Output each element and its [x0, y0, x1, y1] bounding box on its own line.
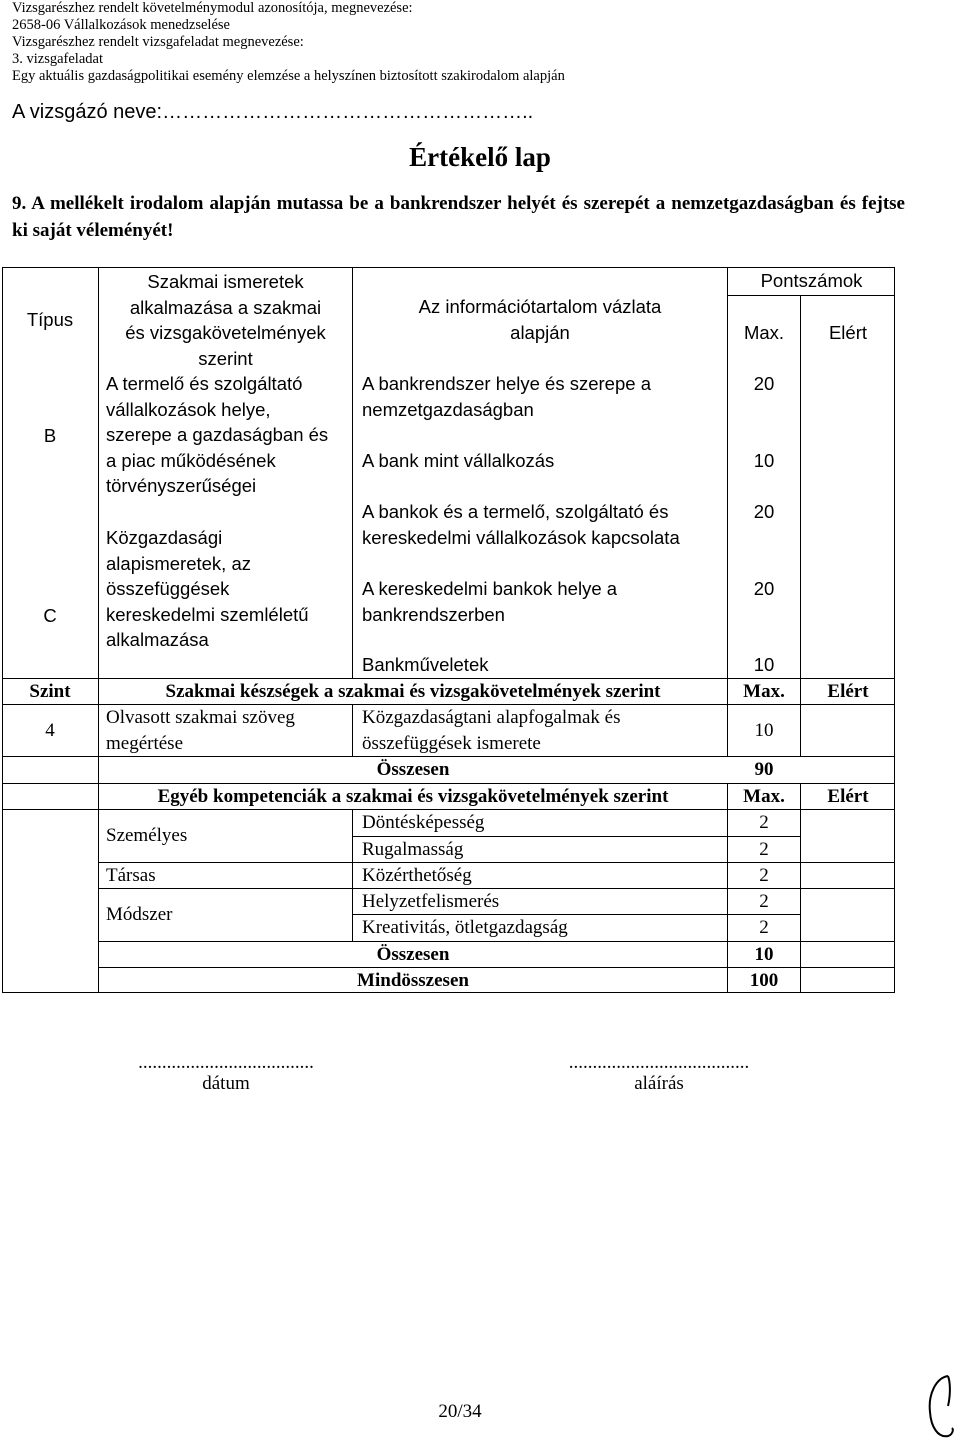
competency-label: Kreativitás, ötletgazdagság [362, 917, 568, 938]
other-reached-header: Elért [827, 786, 869, 807]
item-max-4: 20 [753, 578, 775, 599]
header-module-name: 2658-06 Vállalkozások menedzselése [12, 17, 230, 33]
skills-reached-header: Elért [827, 681, 869, 702]
other-competencies-header: Egyéb kompetenciák a szakmai és vizsgakövetelmények szerint [157, 786, 669, 807]
item-text-5: Bankműveletek [362, 654, 489, 675]
grand-total-value: 100 [749, 970, 779, 991]
column-header-type: Típus [26, 309, 74, 330]
group-personal: Személyes [106, 825, 188, 846]
header-task-number: 3. vizsgafeladat [12, 51, 103, 67]
skills-level-value: 4 [45, 720, 55, 741]
competency-max: 2 [759, 865, 769, 886]
group-social: Társas [106, 865, 156, 886]
competency-label: Rugalmasság [362, 839, 464, 860]
skills-points: 10 [754, 720, 774, 741]
item-text-1: A bankrendszer helye és szerepe a nemzetgazdaságban [362, 373, 651, 420]
item-max-5: 10 [753, 654, 775, 675]
subtotal-2-value: 10 [754, 944, 774, 965]
document-header [12, 0, 565, 85]
subtotal-1-label: Összesen [376, 759, 450, 780]
subtotal-1-value: 90 [754, 759, 774, 780]
handwritten-initial [918, 1372, 958, 1444]
page-title: Értékelő lap [409, 142, 551, 172]
date-label: dátum [202, 1073, 250, 1094]
item-max-3: 20 [753, 501, 775, 522]
subtotal-2-label: Összesen [376, 944, 450, 965]
header-task-label: Vizsgarészhez rendelt vizsgafeladat megnevezése: [12, 34, 304, 50]
examinee-name-line: A vizsgázó neve:……………………………………………….. [12, 101, 534, 123]
table-rule [800, 783, 801, 993]
date-dotted-line: ..................................... [138, 1052, 314, 1073]
competency-max: 2 [759, 891, 769, 912]
competency-label: Helyzetfelismerés [362, 891, 500, 912]
page-number: 20/34 [438, 1401, 482, 1422]
header-task-name: Egy aktuális gazdaságpolitikai esemény elemzése a helyszínen biztosított szakirodalom alapján [12, 68, 565, 84]
competency-max: 2 [759, 917, 769, 938]
column-header-points: Pontszámok [760, 270, 863, 291]
item-text-4: A kereskedelmi bankok helye a bankrendszerben [362, 578, 618, 625]
type-b-label: B [43, 425, 57, 446]
skills-max-header: Max. [743, 681, 785, 702]
header-module-label: Vizsgarészhez rendelt követelménymodul azonosítója, megnevezése: [12, 0, 413, 16]
knowledge-b-text: A termelő és szolgáltató vállalkozások helye, szerepe a gazdaságban és a piac működésének törvényszerűségei [106, 373, 329, 496]
grand-total-label: Mindösszesen [357, 970, 469, 991]
other-max-header: Max. [743, 786, 785, 807]
item-text-2: A bank mint vállalkozás [362, 450, 555, 471]
table-rule [98, 267, 99, 993]
item-max-2: 10 [753, 450, 775, 471]
table-rule [727, 295, 895, 296]
group-method: Módszer [106, 904, 173, 925]
competency-label: Döntésképesség [362, 812, 485, 833]
table-rule [352, 704, 353, 756]
skills-level-header: Szint [29, 681, 71, 702]
column-header-knowledge: Szakmai ismeretek alkalmazása a szakmai és vizsgakövetelmények szerint [125, 271, 326, 369]
skills-header: Szakmai készségek a szakmai és vizsgakövetelmények szerint [165, 681, 661, 702]
table-rule [352, 809, 353, 941]
exam-question: 9. A mellékelt irodalom alapján mutassa be a bankrendszer helyét és szerepét a nemzetgazdaságban és fejtse ki saját véleményét! [12, 193, 905, 241]
column-header-reached: Elért [828, 322, 868, 343]
column-header-information: Az információtartalom vázlata alapján [418, 296, 662, 343]
knowledge-c-text: Közgazdasági alapismeretek, az összefüggések kereskedelmi szemléletű alkalmazása [106, 527, 309, 650]
item-text-3: A bankok és a termelő, szolgáltató és kereskedelmi vállalkozások kapcsolata [362, 501, 680, 548]
competency-max: 2 [759, 839, 769, 860]
column-header-max: Max. [743, 322, 785, 343]
item-max-1: 20 [753, 373, 775, 394]
signature-label: aláírás [634, 1073, 684, 1094]
signature-dotted-line: ...................................... [568, 1052, 750, 1073]
competency-label: Közérthetőség [362, 865, 472, 886]
skills-left-text: Olvasott szakmai szöveg megértése [106, 707, 295, 754]
type-c-label: C [43, 605, 57, 626]
competency-max: 2 [759, 812, 769, 833]
skills-right-text: Közgazdaságtani alapfogalmak és összefüggések ismerete [362, 707, 621, 754]
